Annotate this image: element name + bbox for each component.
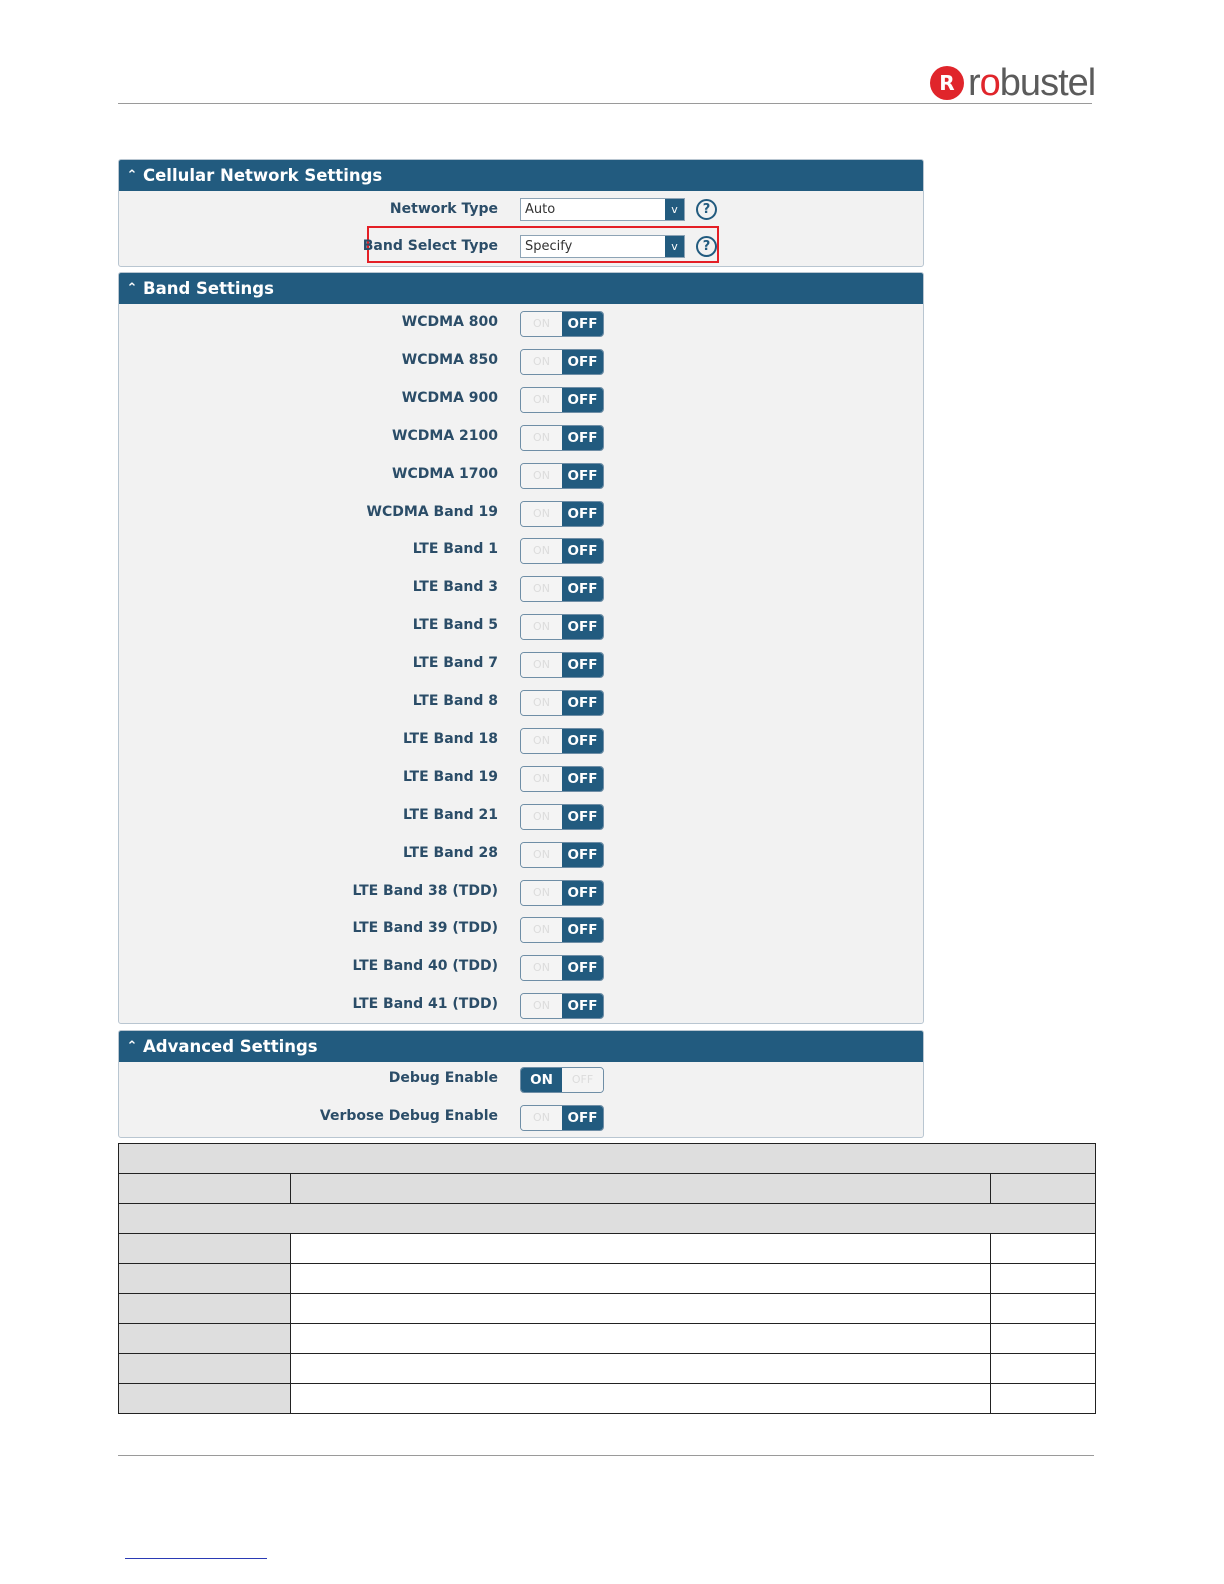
lte-band-5-toggle[interactable]: [520, 614, 604, 640]
lte-band-40-tdd-toggle[interactable]: [520, 955, 604, 981]
table-cell: [119, 1144, 1096, 1174]
lte-band-3-label: LTE Band 3: [412, 579, 498, 596]
toggle-off-segment: OFF: [562, 729, 603, 753]
toggle-off-segment: OFF: [562, 1106, 603, 1130]
table-row: [119, 1294, 1096, 1324]
toggle-on-segment: ON: [521, 918, 562, 942]
debug-enable-label: Debug Enable: [388, 1070, 498, 1086]
help-icon[interactable]: ?: [696, 236, 717, 257]
band-settings-panel: [118, 272, 924, 1024]
lte-band-40-tdd-row: [119, 953, 923, 979]
lte-band-18-row: [119, 726, 923, 752]
wcdma-850-label: WCDMA 850: [401, 351, 498, 368]
lte-band-7-label: LTE Band 7: [412, 655, 498, 672]
table-cell: [991, 1384, 1096, 1414]
table-title-row: [119, 1144, 1096, 1174]
toggle-off-segment: OFF: [562, 918, 603, 942]
lte-band-41-tdd-row: [119, 991, 923, 1017]
toggle-on-segment: ON: [521, 539, 562, 563]
robustel-logo: [930, 64, 1095, 102]
logo-text-o: o: [979, 62, 1000, 104]
toggle-on-segment: ON: [521, 312, 562, 336]
lte-band-1-row: [119, 536, 923, 562]
verbose-debug-enable-label: Verbose Debug Enable: [319, 1108, 498, 1124]
toggle-on-segment: ON: [521, 805, 562, 829]
logo-mark: R: [930, 66, 964, 100]
table-cell: [991, 1324, 1096, 1354]
wcdma-2100-label: WCDMA 2100: [392, 427, 498, 444]
toggle-off-segment: OFF: [562, 426, 603, 450]
toggle-on-segment: ON: [521, 426, 562, 450]
cellular-panel-header[interactable]: [119, 160, 923, 191]
chevron-down-icon: v: [665, 199, 684, 220]
toggle-off-segment: OFF: [562, 1068, 603, 1092]
lte-band-40-tdd-label: LTE Band 40 (TDD): [352, 958, 498, 975]
table-section-row: [119, 1204, 1096, 1234]
toggle-on-segment: ON: [521, 350, 562, 374]
toggle-off-segment: OFF: [562, 388, 603, 412]
lte-band-41-tdd-toggle[interactable]: [520, 993, 604, 1019]
toggle-on-segment: ON: [521, 388, 562, 412]
lte-band-39-tdd-label: LTE Band 39 (TDD): [352, 920, 498, 937]
toggle-off-segment: OFF: [562, 956, 603, 980]
lte-band-21-row: [119, 802, 923, 828]
table-row: [119, 1234, 1096, 1264]
lte-band-8-label: LTE Band 8: [412, 693, 498, 709]
table-cell: [119, 1204, 1096, 1234]
table-cell: [119, 1324, 291, 1354]
band-select-type-label: Band Select Type: [362, 238, 498, 254]
debug-enable-row: [119, 1065, 923, 1091]
network-type-value: Auto: [525, 202, 556, 217]
lte-band-18-toggle[interactable]: [520, 728, 604, 754]
lte-band-28-row: [119, 840, 923, 866]
lte-band-21-label: LTE Band 21: [402, 806, 498, 823]
lte-band-1-toggle[interactable]: [520, 538, 604, 564]
lte-band-5-label: LTE Band 5: [412, 617, 498, 634]
caret-up-icon: ⌃: [126, 281, 138, 296]
lte-band-18-label: LTE Band 18: [402, 730, 498, 747]
cellular-panel-title: Cellular Network Settings: [143, 166, 383, 185]
wcdma-1700-toggle[interactable]: [520, 463, 604, 489]
lte-band-8-toggle[interactable]: [520, 690, 604, 716]
toggle-off-segment: OFF: [562, 881, 603, 905]
table-cell: [119, 1384, 291, 1414]
table-header-row: [119, 1174, 1096, 1204]
band-select-type-value: Specify: [525, 239, 573, 254]
toggle-on-segment: ON: [521, 767, 562, 791]
help-icon[interactable]: ?: [696, 199, 717, 220]
advanced-settings-panel: [118, 1030, 924, 1138]
wcdma-2100-row: [119, 423, 923, 449]
parameter-table: [118, 1143, 1096, 1414]
table-cell: [291, 1324, 991, 1354]
toggle-on-segment: ON: [521, 653, 562, 677]
wcdma-850-row: [119, 347, 923, 373]
lte-band-19-row: [119, 764, 923, 790]
table-cell: [991, 1234, 1096, 1264]
chevron-down-icon: v: [665, 236, 684, 257]
toggle-off-segment: OFF: [562, 843, 603, 867]
table-row: [119, 1324, 1096, 1354]
wcdma-850-toggle[interactable]: [520, 349, 604, 375]
lte-band-19-label: LTE Band 19: [402, 768, 498, 785]
toggle-on-segment: ON: [521, 843, 562, 867]
cellular-network-settings-panel: [118, 159, 924, 267]
lte-band-38-tdd-toggle[interactable]: [520, 880, 604, 906]
wcdma-800-label: WCDMA 800: [401, 314, 498, 330]
toggle-off-segment: OFF: [562, 539, 603, 563]
toggle-off-segment: OFF: [562, 994, 603, 1018]
toggle-off-segment: OFF: [562, 312, 603, 336]
lte-band-8-row: [119, 688, 923, 714]
footer-link-underline: [125, 1558, 267, 1559]
lte-band-28-label: LTE Band 28: [402, 844, 498, 861]
table-cell: [291, 1264, 991, 1294]
table-cell: [991, 1174, 1096, 1204]
table-cell: [291, 1384, 991, 1414]
table-cell: [991, 1264, 1096, 1294]
lte-band-3-row: [119, 574, 923, 600]
toggle-on-segment: ON: [521, 464, 562, 488]
wcdma-band-19-row: [119, 499, 923, 525]
toggle-off-segment: OFF: [562, 653, 603, 677]
lte-band-39-tdd-row: [119, 915, 923, 941]
lte-band-19-toggle[interactable]: [520, 766, 604, 792]
toggle-off-segment: OFF: [562, 464, 603, 488]
network-type-row: [119, 196, 923, 222]
advanced-panel-title: Advanced Settings: [143, 1037, 318, 1056]
table-cell: [991, 1294, 1096, 1324]
table-cell: [119, 1294, 291, 1324]
toggle-on-segment: ON: [521, 691, 562, 715]
wcdma-band-19-label: WCDMA Band 19: [366, 503, 498, 520]
wcdma-800-toggle[interactable]: [520, 311, 604, 337]
lte-band-28-toggle[interactable]: [520, 842, 604, 868]
toggle-on-segment: ON: [521, 994, 562, 1018]
advanced-panel-header[interactable]: [119, 1031, 923, 1062]
table-cell: [119, 1354, 291, 1384]
wcdma-900-row: [119, 385, 923, 411]
wcdma-1700-label: WCDMA 1700: [392, 465, 498, 482]
table-cell: [291, 1354, 991, 1384]
wcdma-1700-row: [119, 461, 923, 487]
table-cell: [119, 1264, 291, 1294]
header-divider: [118, 103, 1092, 104]
table-row: [119, 1384, 1096, 1414]
wcdma-band-19-toggle[interactable]: [520, 501, 604, 527]
table-cell: [119, 1234, 291, 1264]
footer-divider: [118, 1455, 1094, 1456]
table-cell: [991, 1354, 1096, 1384]
table-row: [119, 1264, 1096, 1294]
toggle-on-segment: ON: [521, 1106, 562, 1130]
toggle-on-segment: ON: [521, 577, 562, 601]
logo-text: [968, 64, 1095, 102]
band-select-type-row: [119, 233, 923, 259]
network-type-select[interactable]: [520, 198, 685, 221]
toggle-off-segment: OFF: [562, 805, 603, 829]
table-cell: [291, 1294, 991, 1324]
table-row: [119, 1354, 1096, 1384]
lte-band-7-row: [119, 650, 923, 676]
caret-up-icon: ⌃: [126, 168, 138, 183]
logo-text-rest: bustel: [999, 62, 1096, 104]
toggle-off-segment: OFF: [562, 577, 603, 601]
wcdma-2100-toggle[interactable]: [520, 425, 604, 451]
toggle-off-segment: OFF: [562, 350, 603, 374]
toggle-on-segment: ON: [521, 881, 562, 905]
lte-band-5-row: [119, 612, 923, 638]
toggle-on-segment: ON: [521, 1068, 562, 1092]
network-type-label: Network Type: [389, 201, 498, 217]
lte-band-21-toggle[interactable]: [520, 804, 604, 830]
verbose-debug-enable-row: [119, 1103, 923, 1129]
lte-band-39-tdd-toggle[interactable]: [520, 917, 604, 943]
verbose-debug-enable-toggle[interactable]: [520, 1105, 604, 1131]
lte-band-38-tdd-label: LTE Band 38 (TDD): [352, 882, 498, 899]
lte-band-1-label: LTE Band 1: [412, 541, 498, 558]
logo-text-r: r: [968, 62, 980, 104]
table-cell: [291, 1174, 991, 1204]
lte-band-3-toggle[interactable]: [520, 576, 604, 602]
lte-band-7-toggle[interactable]: [520, 652, 604, 678]
toggle-on-segment: ON: [521, 956, 562, 980]
toggle-on-segment: ON: [521, 729, 562, 753]
toggle-off-segment: OFF: [562, 767, 603, 791]
toggle-on-segment: ON: [521, 502, 562, 526]
toggle-off-segment: OFF: [562, 691, 603, 715]
toggle-on-segment: ON: [521, 615, 562, 639]
table-cell: [291, 1234, 991, 1264]
table-cell: [119, 1174, 291, 1204]
wcdma-800-row: [119, 309, 923, 335]
band-panel-header[interactable]: [119, 273, 923, 304]
toggle-off-segment: OFF: [562, 502, 603, 526]
band-panel-title: Band Settings: [143, 279, 274, 298]
lte-band-38-tdd-row: [119, 878, 923, 904]
lte-band-41-tdd-label: LTE Band 41 (TDD): [352, 996, 498, 1013]
caret-up-icon: ⌃: [126, 1039, 138, 1054]
band-select-type-select[interactable]: [520, 235, 685, 258]
wcdma-900-label: WCDMA 900: [401, 389, 498, 406]
toggle-off-segment: OFF: [562, 615, 603, 639]
wcdma-900-toggle[interactable]: [520, 387, 604, 413]
debug-enable-toggle[interactable]: [520, 1067, 604, 1093]
